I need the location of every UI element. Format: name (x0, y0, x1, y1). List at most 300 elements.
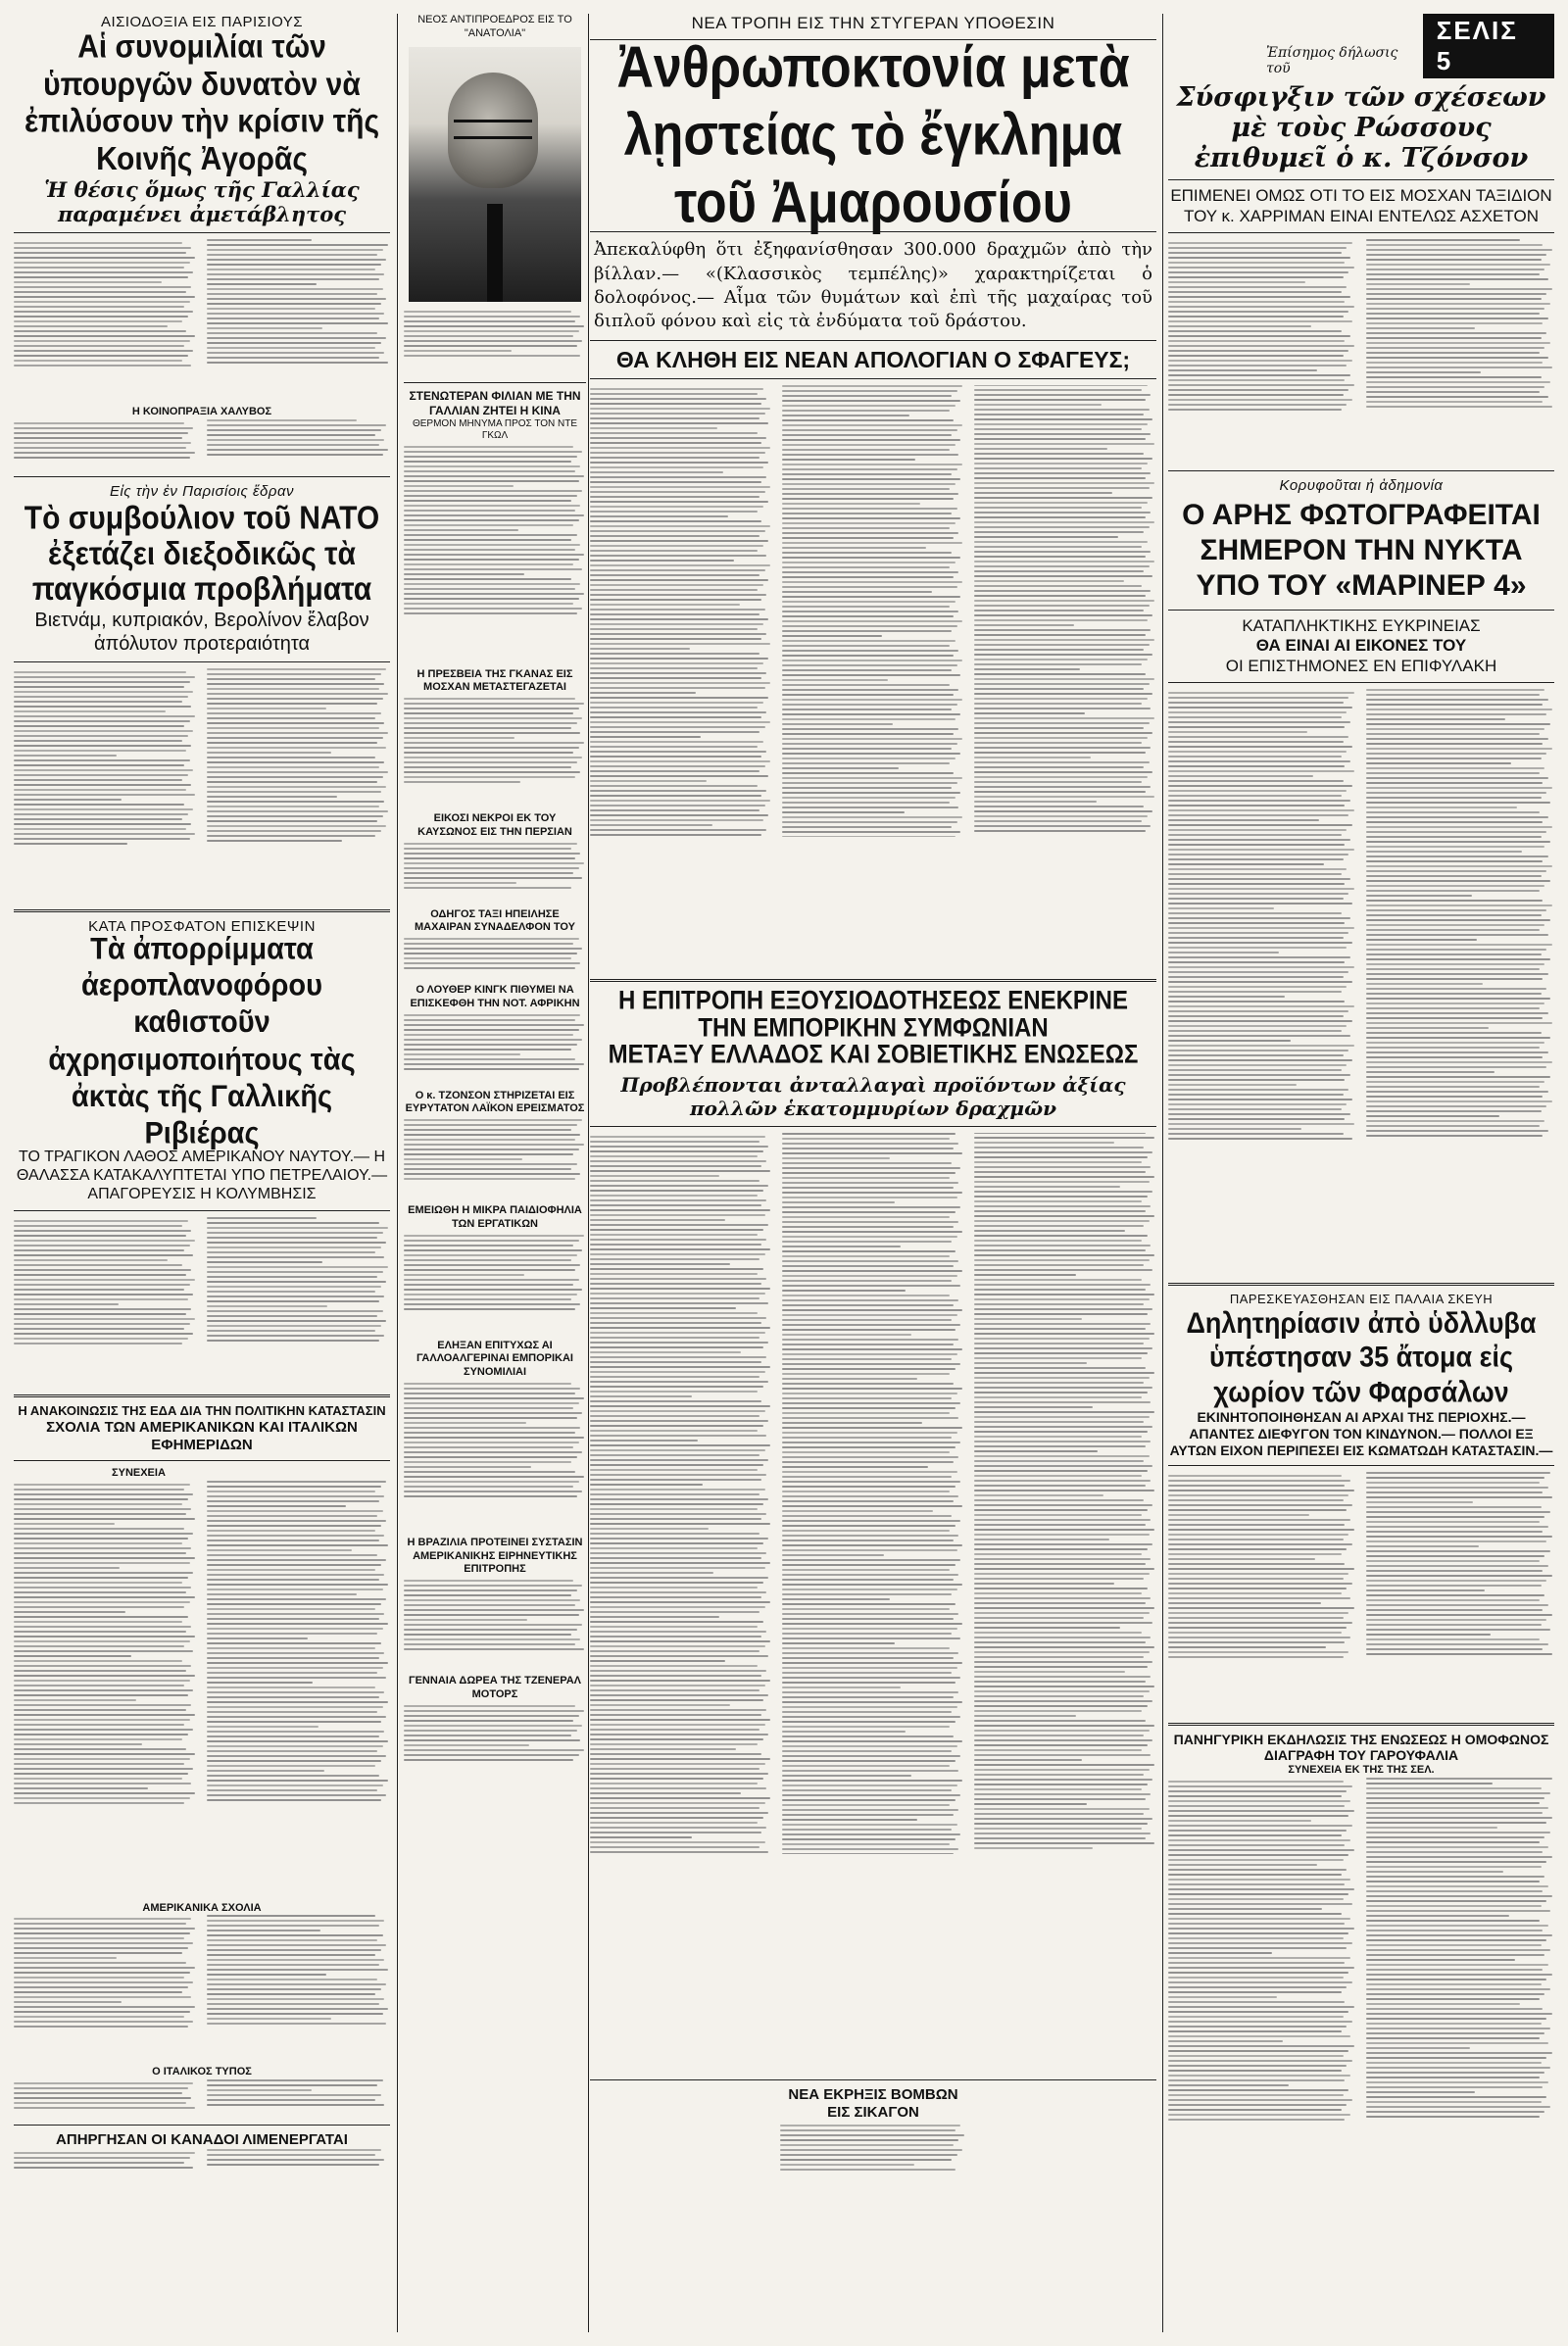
text-line (974, 1622, 1152, 1624)
text-line (14, 1694, 188, 1696)
text-line (1366, 1876, 1544, 1878)
text-line (1366, 1061, 1552, 1063)
text-line (974, 541, 1148, 543)
text-line (782, 552, 952, 554)
text-line (14, 1225, 182, 1227)
text-line (14, 1932, 190, 1934)
text-line (14, 1675, 195, 1677)
text-line (974, 1539, 1109, 1540)
text-line (590, 682, 770, 684)
text-line (974, 830, 1146, 832)
text-line (782, 811, 905, 813)
text-line (590, 1150, 763, 1152)
rule (590, 378, 1156, 379)
article-body (404, 695, 586, 812)
text-line (207, 1242, 386, 1244)
text-line (404, 1039, 582, 1041)
text-line (404, 1643, 575, 1645)
text-line (207, 352, 384, 354)
text-line (1366, 2003, 1520, 2005)
text-line (974, 1769, 1150, 1771)
text-line (207, 1510, 383, 1512)
text-line (782, 1824, 957, 1826)
text-line (782, 1584, 962, 1586)
text-line (14, 1323, 190, 1325)
text-line (1168, 2021, 1352, 2023)
text-line (207, 722, 384, 724)
text-line (782, 1775, 911, 1777)
text-line (1366, 2062, 1542, 2064)
text-line (974, 1235, 1148, 1237)
text-line (974, 438, 1146, 440)
text-line (974, 1798, 1146, 1800)
text-line (207, 293, 377, 295)
text-line (207, 362, 388, 364)
text-line (974, 1754, 1151, 1756)
rule (1168, 1465, 1554, 1466)
text-line (14, 730, 193, 732)
text-line (1168, 952, 1279, 953)
text-line (782, 1353, 957, 1355)
text-line (1366, 1841, 1540, 1843)
text-line (1168, 716, 1342, 718)
text-line (207, 708, 326, 709)
text-line (782, 1197, 957, 1198)
text-line (1168, 1815, 1348, 1817)
text-line (590, 1155, 758, 1157)
text-line (1366, 1638, 1540, 1640)
text-line (590, 496, 760, 498)
text-line (974, 1509, 1148, 1511)
text-line (1168, 2119, 1345, 2121)
text-line (1366, 1550, 1550, 1552)
text-line (974, 1632, 1142, 1634)
text-line (974, 1646, 1154, 1648)
text-line (1168, 1534, 1348, 1536)
text-line (590, 1400, 761, 1402)
text-line (1168, 1947, 1347, 1949)
text-line (974, 1695, 1144, 1697)
text-line (974, 418, 1152, 420)
text-line (14, 774, 188, 776)
text-line (404, 1274, 524, 1276)
text-line (782, 1187, 954, 1189)
text-line (974, 1563, 1146, 1565)
text-line (404, 1580, 573, 1582)
text-line (404, 1168, 571, 1170)
text-line (782, 542, 962, 544)
text-line (207, 264, 381, 266)
text-line (207, 698, 383, 700)
text-line (14, 1269, 191, 1271)
text-line (1366, 1575, 1552, 1577)
text-line (404, 505, 580, 507)
text-line (207, 1770, 324, 1772)
text-line (1366, 1653, 1552, 1655)
text-line (14, 1918, 191, 1920)
text-line (14, 1977, 184, 1979)
text-line (1366, 1047, 1540, 1049)
text-line (404, 1289, 582, 1291)
text-line (1366, 909, 1546, 911)
text-line (207, 1745, 383, 1747)
text-line (1366, 283, 1470, 285)
text-line (1366, 963, 1544, 965)
text-line (974, 1641, 1146, 1643)
text-line (590, 1185, 768, 1187)
text-line (1366, 406, 1552, 408)
text-line (1366, 1027, 1489, 1029)
text-line (207, 288, 383, 290)
deck: ΟΙ ΕΠΙΣΤΗΜΟΝΕΣ ΕΝ ΕΠΙΦΥΛΑΚΗ (1225, 656, 1497, 675)
text-line (974, 463, 1148, 464)
text-line (590, 746, 758, 748)
text-line (207, 1246, 381, 1248)
text-line (1168, 1103, 1347, 1105)
headline-nato: Τὸ συμβούλιον τοῦ ΝΑΤΟ ἐξετάζει διεξοδικῶς τὰ παγκόσμια προβλήματα (24, 500, 380, 608)
text-line (14, 2092, 182, 2094)
text-line (782, 1393, 957, 1394)
text-line (974, 1534, 1150, 1536)
headline-ghana: Η ΠΡΕΣΒΕΙΑ ΤΗΣ ΓΚΑΝΑΣ ΕΙΣ ΜΟΣΧΑΝ ΜΕΤΑΣΤΕΓΑΖΕΤΑΙ (416, 667, 573, 694)
text-line (782, 1618, 954, 1620)
text-line (1168, 937, 1344, 939)
text-line (590, 1263, 730, 1265)
text-line (207, 1237, 377, 1239)
text-line (974, 1431, 1148, 1433)
text-line (590, 1709, 766, 1711)
text-line (782, 699, 962, 701)
text-line (782, 1530, 950, 1532)
text-line (14, 1743, 142, 1745)
text-line (14, 1937, 184, 1939)
text-line (974, 673, 1146, 675)
text-line (974, 1411, 1154, 1413)
text-line (1366, 1037, 1550, 1039)
text-line (1366, 777, 1548, 779)
column-1 (14, 14, 390, 2178)
text-line (974, 1612, 1150, 1614)
text-line (974, 1813, 1144, 1815)
text-line (1168, 903, 1352, 904)
text-line (974, 497, 1152, 499)
text-line (590, 613, 760, 615)
text-line (207, 1711, 377, 1713)
text-line (14, 1655, 131, 1657)
text-line (1168, 267, 1354, 269)
text-line (590, 702, 763, 704)
text-line (14, 2097, 191, 2099)
text-line (974, 1803, 1087, 1805)
text-line (1366, 1076, 1550, 1078)
text-line (782, 1735, 954, 1737)
text-line (974, 1607, 1154, 1609)
text-line (1168, 399, 1352, 401)
text-line (1366, 332, 1546, 334)
text-line (14, 1308, 191, 1310)
text-line (14, 1596, 195, 1598)
text-line (14, 2011, 190, 2013)
text-line (14, 301, 190, 303)
text-line (14, 1577, 188, 1579)
text-line (207, 1227, 388, 1229)
portrait-photo (409, 47, 581, 302)
headline-common-market: Αἱ συνομιλίαι τῶν ὑπουργῶν δυνατὸν νὰ ἐπιλύσουν τὴν κρίσιν τῆς Κοινῆς Ἀγορᾶς (24, 29, 380, 177)
text-line (1366, 1589, 1485, 1591)
text-line (404, 1456, 577, 1458)
text-line (14, 1729, 193, 1731)
text-line (974, 1529, 1154, 1531)
text-line (1366, 973, 1548, 975)
text-line (974, 703, 1142, 705)
text-line (974, 1171, 1146, 1173)
text-line (590, 1787, 766, 1789)
rule (590, 2079, 1156, 2080)
text-line (1168, 2001, 1345, 2003)
text-line (404, 330, 579, 332)
text-line (590, 1665, 758, 1667)
text-line (14, 1567, 120, 1569)
text-line (1366, 1545, 1479, 1547)
text-line (1168, 1089, 1348, 1091)
text-line (404, 1383, 571, 1385)
text-line (782, 1544, 962, 1546)
text-line (1168, 384, 1354, 386)
text-line (590, 604, 740, 606)
text-line (14, 1294, 193, 1295)
text-line (1366, 1959, 1515, 1961)
text-line (782, 1378, 917, 1380)
text-line (14, 432, 188, 434)
text-line (974, 526, 1150, 528)
text-line (404, 1053, 520, 1055)
text-line (1168, 1617, 1344, 1619)
text-line (590, 1170, 770, 1172)
text-line (590, 814, 768, 816)
column-2 (404, 14, 586, 1781)
text-line (404, 485, 514, 487)
text-line (1168, 932, 1348, 934)
text-line (1366, 924, 1544, 926)
text-line (1168, 1485, 1345, 1487)
text-line (14, 1660, 182, 1662)
text-line (1168, 775, 1313, 777)
text-line (1366, 1885, 1548, 1887)
text-line (1366, 1905, 1542, 1907)
text-line (14, 1587, 191, 1588)
text-line (207, 2099, 375, 2101)
text-line (782, 385, 962, 387)
text-line (590, 775, 768, 777)
text-line (590, 1724, 765, 1726)
text-line (974, 1377, 1150, 1379)
headline-labour: ΕΜΕΙΩΘΗ Η ΜΙΚΡΑ ΠΑΙΔΙΟΦΗΛΙΑ ΤΩΝ ΕΡΓΑΤΙΚΩΝ (408, 1204, 582, 1230)
text-line (14, 257, 195, 259)
text-line (404, 1129, 571, 1131)
text-line (1168, 1499, 1344, 1501)
text-line (1168, 756, 1342, 758)
text-line (1168, 956, 1350, 958)
text-line (590, 1190, 763, 1192)
text-line (974, 698, 1148, 700)
text-line (590, 457, 760, 459)
text-line (1366, 1930, 1543, 1931)
text-line (1366, 1851, 1543, 1853)
text-line (14, 1542, 182, 1544)
text-line (207, 806, 379, 807)
article-body (404, 1380, 586, 1537)
text-line (207, 1959, 384, 1961)
text-line (782, 669, 952, 671)
text-line (207, 1549, 352, 1551)
text-line (782, 733, 954, 735)
text-line (1366, 2037, 1540, 2039)
text-line (782, 1172, 956, 1174)
text-line (1168, 961, 1345, 963)
text-line (1168, 2070, 1342, 2072)
text-line (590, 452, 765, 454)
text-line (590, 398, 766, 400)
text-line (1168, 1785, 1352, 1787)
text-line (1366, 1881, 1540, 1882)
text-line (782, 1299, 958, 1301)
text-line (207, 1799, 381, 1801)
text-line (590, 466, 763, 468)
text-line (207, 1740, 388, 1742)
text-line (1366, 322, 1543, 324)
text-line (207, 1593, 357, 1595)
column-3 (590, 14, 1156, 2190)
text-line (974, 1259, 1150, 1261)
lead-paragraph: Ἀπεκαλύφθη ὅτι ἐξηφανίσθησαν 300.000 δραχμῶν ἀπὸ τὴν βίλλαν.— «(Κλασσικὸς τεμπέλης)» χαρακτηρίζεται ὁ δολοφόνος.— Αἷμα τῶν θυμάτων καὶ ἐπὶ τῆς μαχαίρας τοῦ διπλοῦ φόνου καὶ εἰς τὰ ἐνδύματα τοῦ δράστου. (594, 239, 1152, 332)
text-line (590, 1645, 765, 1647)
text-line (590, 1204, 761, 1206)
text-line (782, 1554, 884, 1556)
text-line (207, 303, 381, 305)
text-line (14, 784, 191, 786)
text-line (14, 452, 195, 454)
text-line (1168, 1805, 1345, 1807)
text-line (974, 1779, 1152, 1781)
text-line (14, 1787, 148, 1789)
text-line (1168, 1539, 1344, 1540)
text-line (207, 1983, 386, 1985)
text-line (1168, 1490, 1354, 1491)
text-line (782, 1505, 962, 1507)
text-line (207, 322, 388, 324)
text-line (1366, 846, 1544, 848)
text-line (14, 1768, 193, 1770)
text-line (14, 686, 184, 688)
text-line (974, 546, 1142, 548)
text-line (974, 1519, 1151, 1521)
text-line (14, 2016, 184, 2018)
photo-kicker: ΝΕΟΣ ΑΝΤΙΠΡΟΕΔΡΟΣ ΕΙΣ ΤΟ "ΑΝΑΤΟΛΙΑ" (417, 14, 572, 39)
text-line (1168, 320, 1352, 322)
text-line (590, 1258, 760, 1260)
text-line (404, 752, 573, 754)
text-line (1366, 806, 1517, 808)
text-line (782, 488, 950, 490)
text-line (207, 820, 377, 822)
text-line (1366, 1501, 1473, 1503)
text-line (404, 848, 571, 850)
text-line (14, 1303, 119, 1305)
text-line (14, 701, 182, 703)
text-line (782, 429, 957, 431)
text-line (207, 1974, 326, 1976)
text-line (404, 495, 577, 497)
text-line (404, 1249, 582, 1251)
text-line (14, 271, 193, 273)
text-line (974, 1421, 1144, 1423)
text-line (14, 764, 184, 766)
text-line (590, 1454, 760, 1456)
text-line (590, 1513, 766, 1515)
text-line (590, 545, 763, 547)
text-line (1366, 2008, 1543, 2010)
text-line (782, 792, 960, 794)
text-line (404, 1173, 580, 1175)
text-line (1366, 831, 1546, 833)
text-line (404, 1634, 571, 1636)
text-line (782, 1525, 956, 1527)
text-line (207, 2084, 377, 2086)
text-line (404, 776, 575, 778)
text-line (974, 1205, 1151, 1207)
kicker: Εἰς τὴν ἐν Παρισίοις ἕδραν (109, 482, 295, 500)
text-line (1366, 2028, 1550, 2029)
text-line (1366, 259, 1542, 261)
text-line (1168, 697, 1348, 699)
text-line (1168, 389, 1348, 391)
text-line (782, 1270, 962, 1272)
text-line (590, 1685, 765, 1686)
text-line (404, 1471, 575, 1473)
text-line (974, 1284, 1151, 1286)
text-line (590, 1748, 736, 1750)
text-line (590, 1244, 761, 1246)
text-line (404, 1446, 573, 1448)
column-rule (588, 14, 589, 2332)
text-line (14, 2152, 195, 2154)
text-line (974, 825, 1151, 827)
text-line (207, 2079, 383, 2081)
text-line (404, 608, 582, 610)
text-line (404, 1585, 582, 1587)
text-line (207, 1261, 322, 1263)
text-line (404, 1735, 571, 1736)
text-line (1168, 2040, 1283, 2042)
text-line (974, 639, 1154, 641)
text-line (974, 1475, 1142, 1477)
text-line (404, 1034, 573, 1036)
text-line (974, 1681, 1146, 1683)
text-line (207, 1731, 384, 1733)
text-line (14, 1245, 190, 1246)
text-line (1366, 885, 1544, 887)
text-line (404, 529, 518, 531)
text-line (782, 1157, 890, 1159)
text-line (1366, 1787, 1542, 1789)
text-line (404, 524, 573, 526)
text-line (207, 781, 377, 783)
text-line (14, 1264, 182, 1266)
text-line (1366, 1964, 1548, 1966)
text-line (590, 672, 766, 674)
kicker: ΚΑΤΑ ΠΡΟΣΦΑΤΟΝ ΕΠΙΣΚΕΨΙΝ (88, 917, 316, 935)
text-line (207, 1598, 386, 1600)
